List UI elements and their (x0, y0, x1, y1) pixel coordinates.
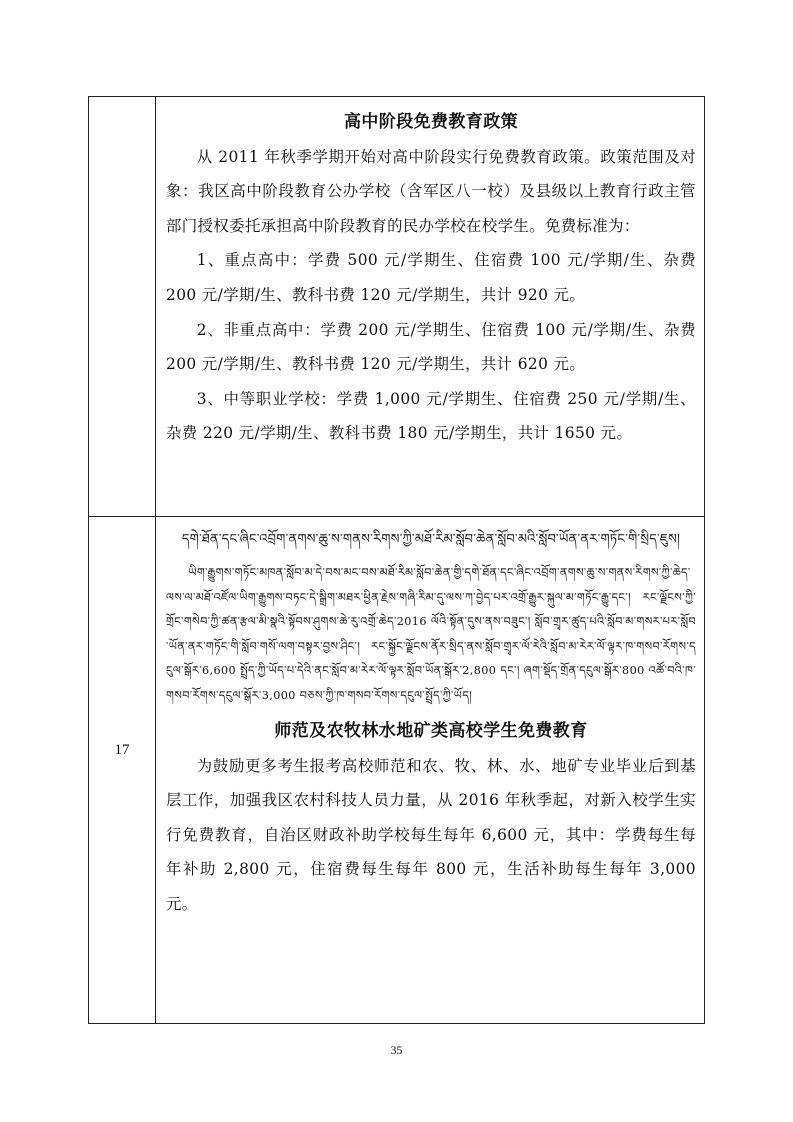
page-number: 35 (390, 1043, 403, 1057)
section-title: 高中阶段免费教育政策 (344, 112, 518, 132)
section-title: 师范及农牧林水地矿类高校学生免费教育 (274, 721, 588, 741)
policy-cell-high-school (166, 105, 696, 451)
policy-table (88, 96, 705, 1024)
tibetan-paragraph: ཡིག་རྒྱུགས་གཏོང་མཁན་སློབ་མ་དེ་བས་མང་བས་མཐོ་རིམ་སློབ་ཆེན་གྱི་དགེ་ཐོན་དང་ཞིང་འབྲོག་ནགས་ཆུ་ས་གནས་རིགས་ཀྱི་ཆེད་ལས་ལ་མཐོ་འཛོལ་ཡིག་རྒྱུགས་བཏང་དེ་སྒྲིག་མཐར་ཕྱིན་རྗེས་གཞི་རིམ་དུ་ལས་ཀ་བྱེད་པར་འགྲོ་རྒྱུར་སྐུལ་མ་གཏོང་རྒྱུ་དང་། རང་ལྗོངས་ཀྱི་གྲོང་གསེབ་ཀྱི་ཚན་རྩལ་མི་སྣའི་སྟོབས་ཤུགས་ཆེ་རུ་འགྲོ་ཆེད་2016 ལོའི་སྟོན་དུས་ནས་བཟུང་། སློབ་གྲྭར་ཚུད་པའི་སློབ་མ་གསར་པར་སློབ་ཡོན་ནར་གཏོང་གི་སློབ་གསོ་ལག་བསྟར་བྱས་ཤིང་། རང་སྐྱོང་ལྗོངས་ནོར་སྲིད་ནས་སློབ་གྲྭར་ལོ་རེའི་སློབ་མ་རེར་ལོ་ལྟར་ཁ་གསབ་རོགས་དངུལ་སྒོར་6,600 སྤྲོད་ཀྱི་ཡོད་པ་དེའི་ནང་སློབ་མ་རེར་ལོ་ལྟར་སློབ་ཡོན་སྒོར་2,800 དང་། ཞག་སྡོད་གྲོན་དངུལ་སྒོར་800 འཚོ་བའི་ཁ་གསབ་རོགས་དངུལ་སྒོར་3,000 བཅས་ཀྱི་ཁ་གསབ་རོགས་དངུལ་སྤྲོད་ཀྱི་ཡོད། (166, 566, 696, 702)
policy-paragraph: 1、重点高中：学费 500 元/学期生、住宿费 100 元/学期/生、杂费 200 元/学期/生、教科书费 120 元/学期生，共计 920 元。 (166, 251, 696, 304)
policy-paragraph: 为鼓励更多考生报考高校师范和农、牧、林、水、地矿专业毕业后到基层工作，加强我区农村科技人员力量，从 2016 年秋季起，对新入校学生实行免费教育，自治区财政补助学校每生每年 6,600 元，其中：学费每生每年补助 2,800 元，住宿费每生每年 800 元，生活补助每生每年 3,000 元。 (166, 756, 696, 913)
row-divider (89, 516, 704, 517)
policy-cell-teacher-education (166, 525, 696, 922)
policy-paragraph: 2、非重点高中：学费 200 元/学期生、住宿费 100 元/学期/生、杂费 200 元/学期/生、教科书费 120 元/学期生，共计 620 元。 (166, 320, 696, 374)
row-number: 17 (114, 742, 130, 758)
tibetan-title: དགེ་ཐོན་དང་ཞིང་འབྲོག་ནགས་ཆུ་ས་གནས་རིགས་ཀྱི་མཐོ་རིམ་སློབ་ཆེན་སློབ་མའི་སློབ་ཡོན་ནར་གཏོང་གི་སྲིད་ཇུས། (181, 532, 681, 547)
column-divider (155, 97, 156, 1023)
policy-paragraph: 3、中等职业学校：学费 1,000 元/学期生、住宿费 250 元/学期/生、杂费 220 元/学期/生、教科书费 180 元/学期生，共计 1650 元。 (166, 389, 696, 443)
policy-paragraph: 从 2011 年秋季学期开始对高中阶段实行免费教育政策。政策范围及对象：我区高中阶段教育公办学校（含军区八一校）及县级以上教育行政主管部门授权委托承担高中阶段教育的民办学校在校学生。免费标准为： (166, 147, 696, 235)
